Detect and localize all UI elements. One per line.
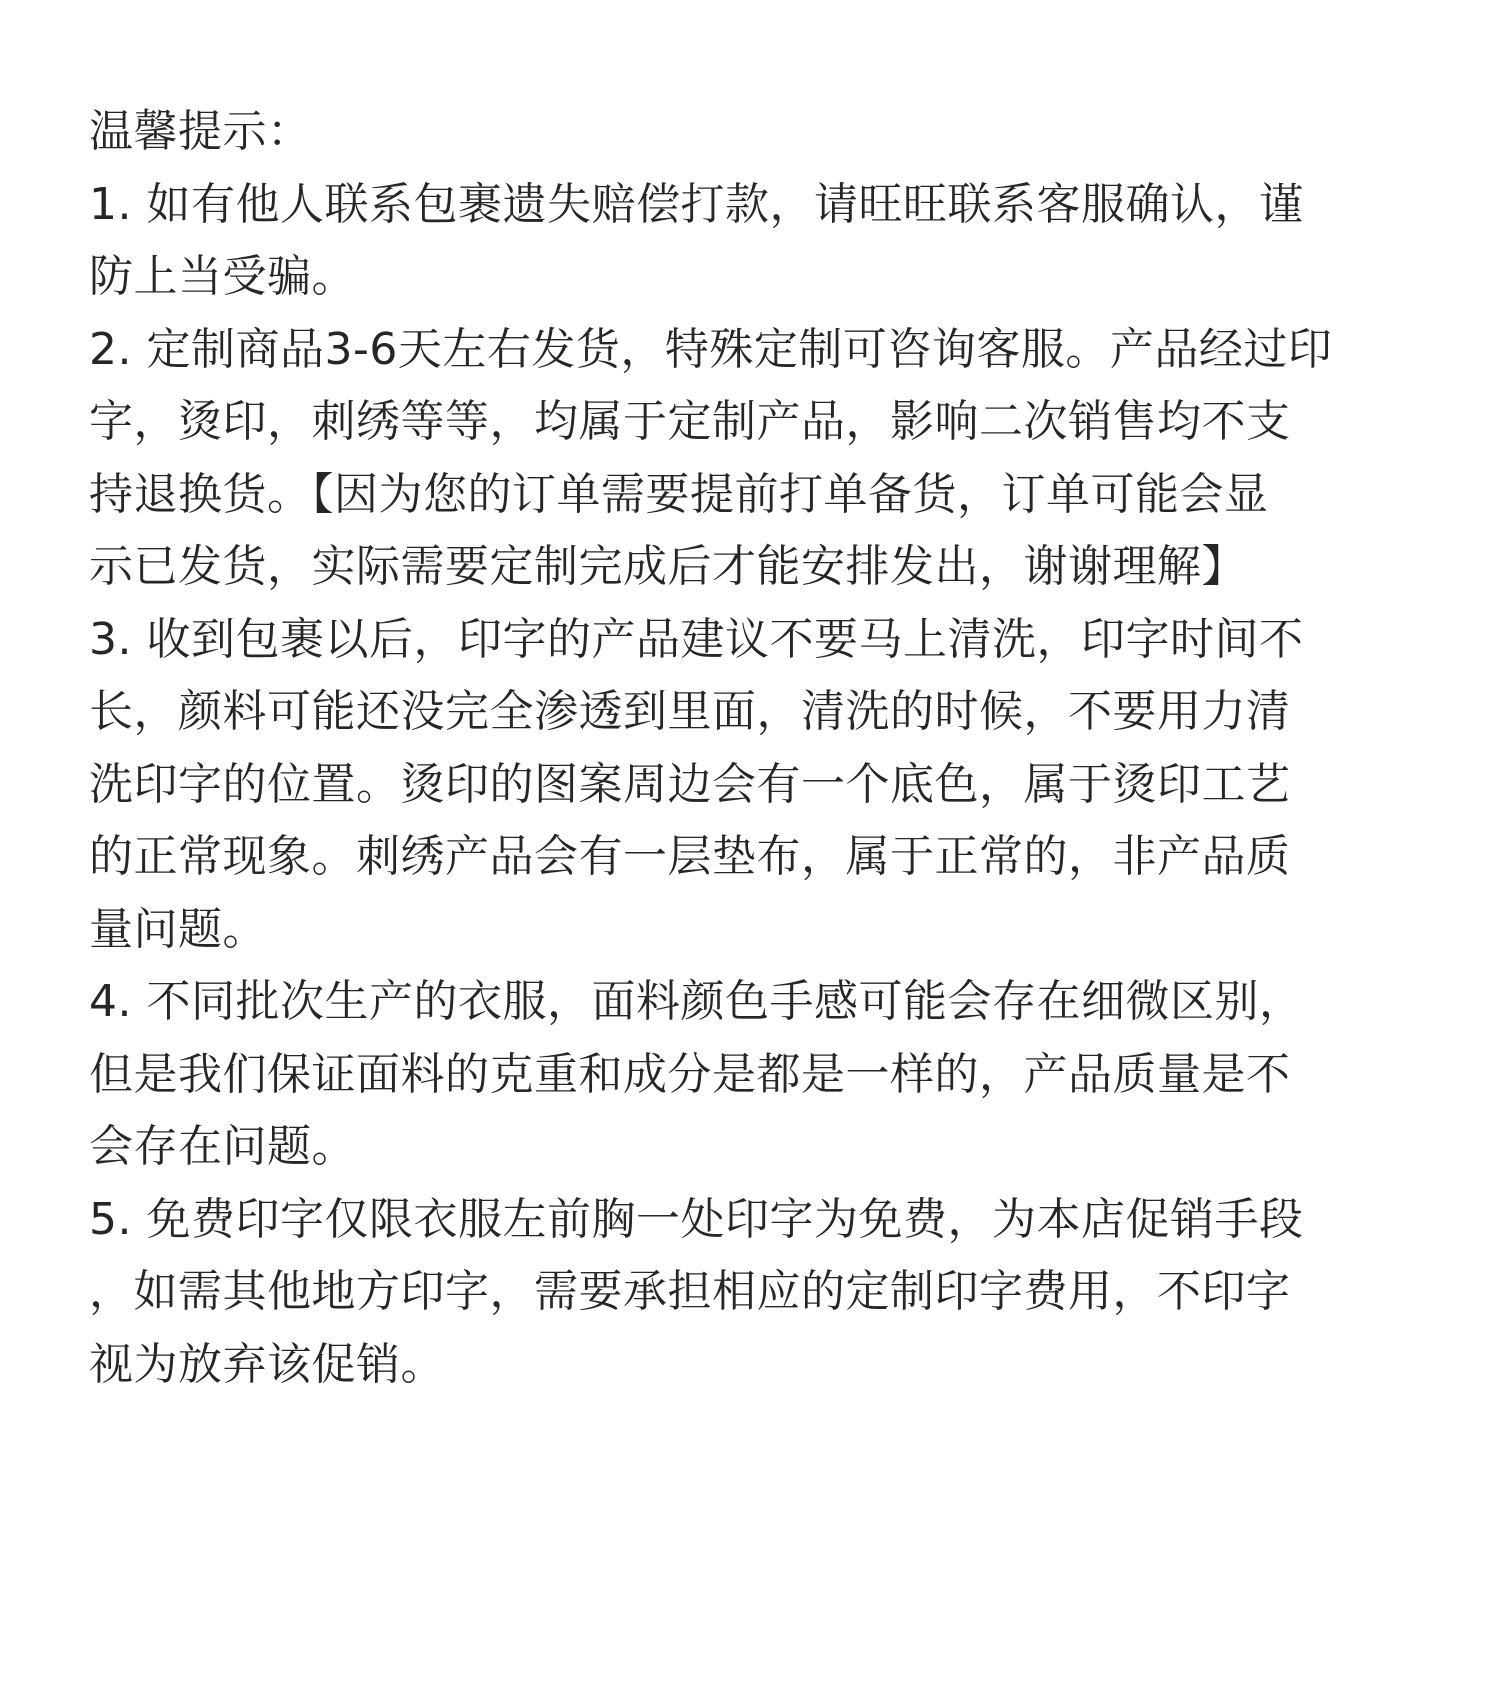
notice-title: 温馨提示： bbox=[89, 106, 312, 157]
notice-line: 5. 免费印字仅限衣服左前胸一处印字为免费，为本店促销手段 bbox=[89, 1193, 1304, 1245]
notice-line: 防上当受骗。 bbox=[89, 251, 356, 302]
notice-line: 视为放弃该促销。 bbox=[89, 1338, 445, 1390]
notice-line: 长，颜料可能还没完全渗透到里面，清洗的时候，不要用力清 bbox=[89, 686, 1291, 737]
notice-line: 4. 不同批次生产的衣服，面料颜色手感可能会存在细微区别， bbox=[89, 976, 1304, 1027]
notice-line: 洗印字的位置。烫印的图案周边会有一个底色，属于烫印工艺 bbox=[89, 758, 1291, 810]
notice-line: 字，烫印，刺绣等等，均属于定制产品，影响二次销售均不支 bbox=[89, 396, 1291, 447]
notice-line: 持退换货。【因为您的订单需要提前打单备货，订单可能会显 bbox=[89, 468, 1269, 520]
notice-line: ，如需其他地方印字，需要承担相应的定制印字费用，不印字 bbox=[89, 1266, 1291, 1317]
notice-line: 会存在问题。 bbox=[89, 1121, 356, 1172]
notice-block bbox=[89, 96, 1434, 1401]
notice-line: 但是我们保证面料的克重和成分是都是一样的，产品质量是不 bbox=[89, 1048, 1291, 1100]
notice-line: 2. 定制商品3-6天左右发货，特殊定制可咨询客服。产品经过印 bbox=[89, 323, 1333, 375]
notice-line: 的正常现象。刺绣产品会有一层垫布，属于正常的，非产品质 bbox=[89, 831, 1291, 882]
notice-line: 1. 如有他人联系包裹遗失赔偿打款，请旺旺联系客服确认，谨 bbox=[89, 178, 1304, 230]
notice-line: 3. 收到包裹以后，印字的产品建议不要马上清洗，印字时间不 bbox=[89, 613, 1304, 665]
notice-line: 量问题。 bbox=[89, 903, 267, 955]
notice-line: 示已发货，实际需要定制完成后才能安排发出，谢谢理解】 bbox=[89, 541, 1246, 592]
